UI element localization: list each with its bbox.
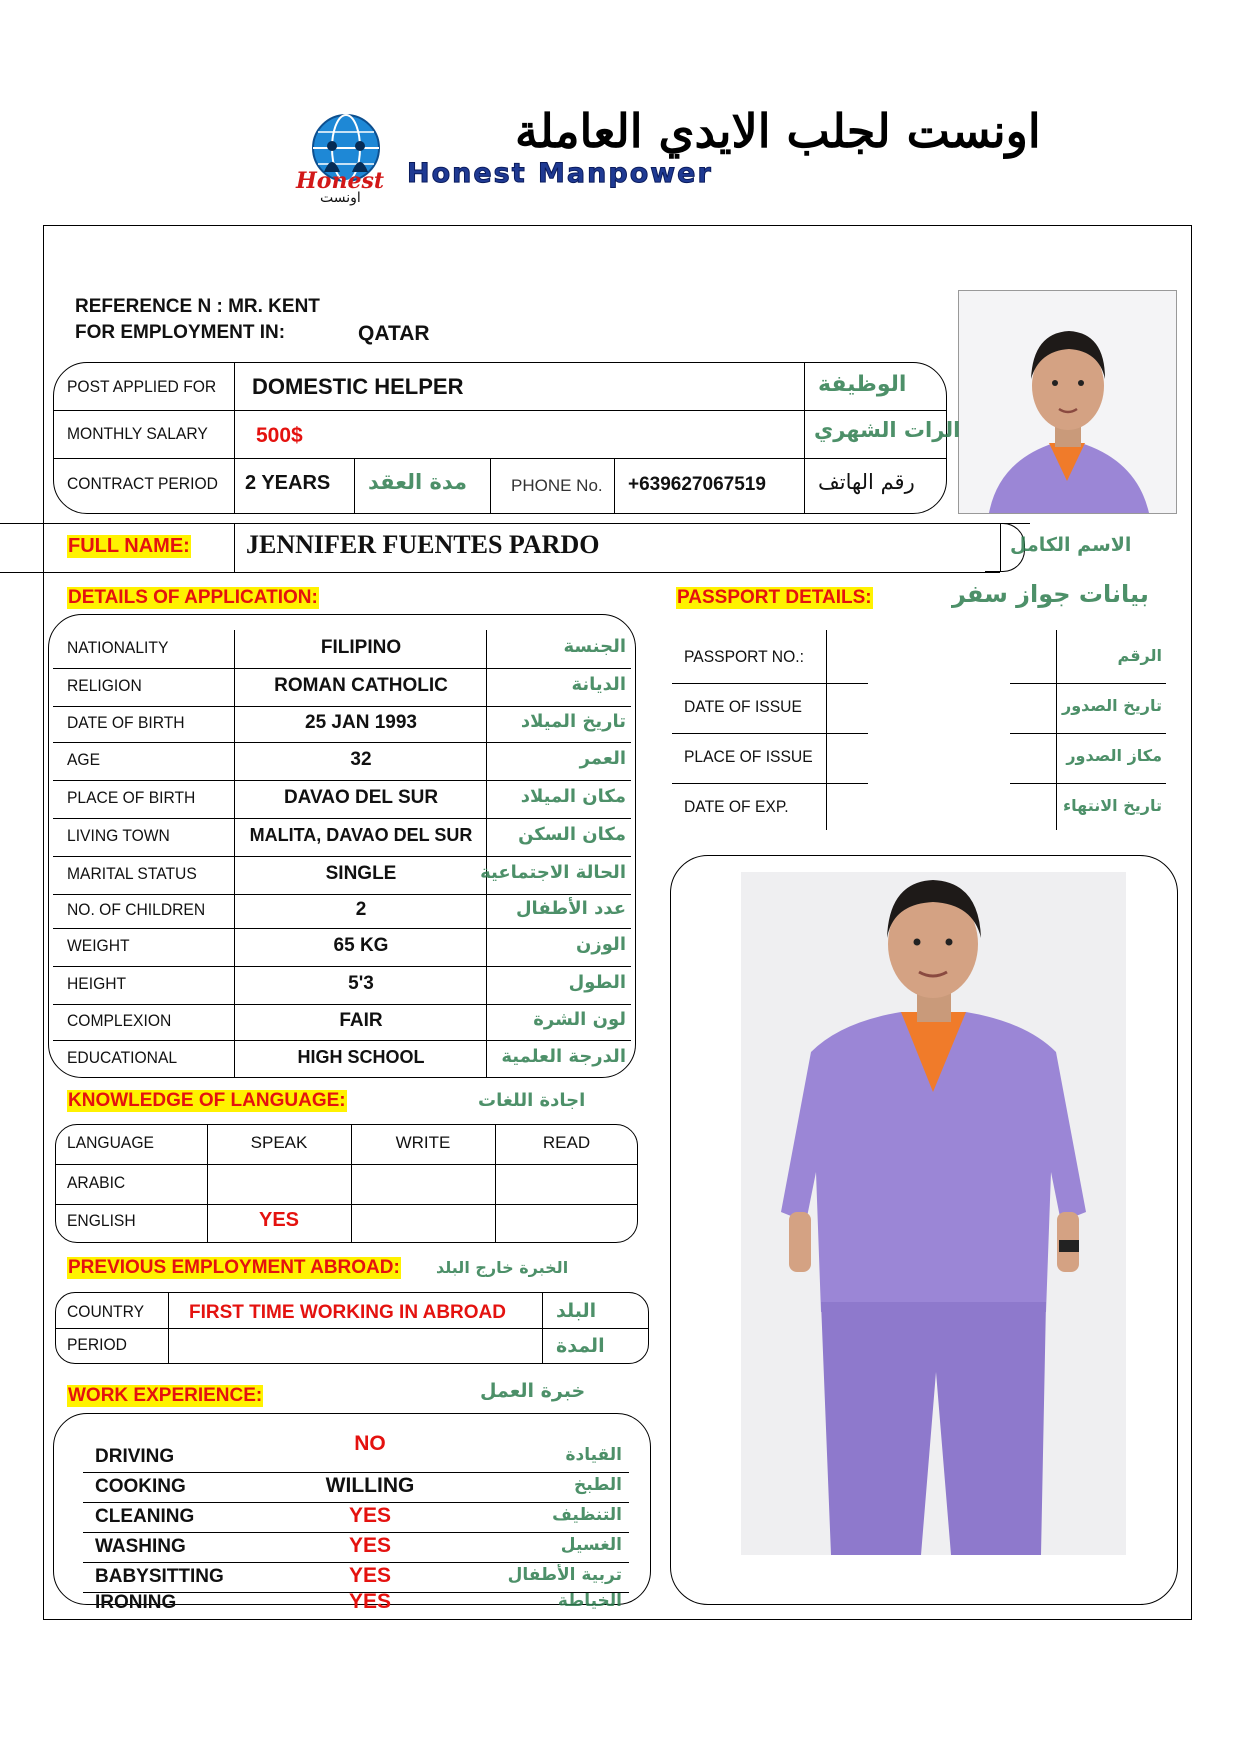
- passport-label: DATE OF ISSUE: [684, 697, 802, 716]
- passport-arabic: مكاز الصدور: [1066, 746, 1162, 765]
- detail-label: AGE: [67, 750, 101, 769]
- contract-value: 2 YEARS: [245, 472, 331, 494]
- language-column-header: WRITE: [395, 1133, 451, 1152]
- contract-arabic: مدة العقد: [368, 470, 468, 494]
- applicant-full-photo: [741, 872, 1126, 1555]
- full-name-arabic: الاسم الكامل: [1010, 534, 1132, 556]
- rule-line: [53, 1040, 631, 1041]
- work-heading: WORK EXPERIENCE:: [68, 1385, 263, 1406]
- rule-line: [1010, 683, 1166, 684]
- logo-text: Honest: [296, 168, 384, 194]
- work-heading-arabic: خبرة العمل: [480, 1380, 586, 1402]
- detail-value: HIGH SCHOOL: [297, 1047, 425, 1067]
- applicant-portrait-photo: [958, 290, 1177, 514]
- work-value: NO: [354, 1432, 386, 1455]
- rule-line: [53, 706, 631, 707]
- previous-heading-arabic: الخبرة خارج البلد: [436, 1258, 569, 1277]
- post-label: POST APPLIED FOR: [67, 377, 217, 396]
- language-heading-arabic: اجادة اللغات: [478, 1090, 586, 1111]
- work-value: YES: [348, 1590, 392, 1613]
- detail-value: 65 KG: [333, 935, 389, 956]
- full-name-label: FULL NAME:: [68, 535, 190, 557]
- work-label: WASHING: [95, 1536, 186, 1557]
- rule-line: [53, 818, 631, 819]
- rule-line: [1010, 783, 1166, 784]
- passport-arabic: تاريخ الصدور: [1062, 696, 1162, 715]
- detail-value: FAIR: [339, 1010, 383, 1031]
- phone-value: +639627067519: [628, 474, 766, 495]
- detail-label: NO. OF CHILDREN: [67, 900, 206, 919]
- detail-arabic: تاريخ الميلاد: [520, 711, 626, 732]
- work-arabic: التنظيف: [552, 1505, 622, 1525]
- rule-line: [53, 742, 631, 743]
- rule-line: [53, 1004, 631, 1005]
- work-value: YES: [348, 1504, 392, 1527]
- passport-label: DATE OF EXP.: [684, 797, 789, 816]
- detail-value: 2: [355, 899, 367, 920]
- detail-arabic: العمر: [579, 748, 626, 769]
- rule-line: [53, 894, 631, 895]
- work-label: CLEANING: [95, 1506, 195, 1527]
- rule-line: [53, 928, 631, 929]
- company-name-english: Honest Manpower: [407, 158, 713, 189]
- salary-arabic: الرات الشهري: [814, 418, 961, 442]
- employment-country: QATAR: [358, 322, 430, 345]
- detail-value: 25 JAN 1993: [305, 712, 417, 733]
- detail-label: LIVING TOWN: [67, 826, 170, 845]
- rule-line: [83, 1562, 629, 1563]
- detail-label: COMPLEXION: [67, 1011, 172, 1030]
- rule-line: [53, 668, 631, 669]
- previous-heading: PREVIOUS EMPLOYMENT ABROAD:: [68, 1257, 400, 1278]
- rule-line: [672, 783, 868, 784]
- work-arabic: تربية الأطفال: [507, 1565, 622, 1585]
- detail-label: HEIGHT: [67, 974, 127, 993]
- detail-arabic: الوزن: [576, 934, 626, 955]
- detail-value: SINGLE: [325, 863, 397, 884]
- employment-label: FOR EMPLOYMENT IN:: [75, 322, 286, 343]
- rule-line: [53, 780, 631, 781]
- detail-arabic: الدرجة العلمية: [501, 1046, 626, 1067]
- phone-label: PHONE No.: [511, 476, 603, 495]
- detail-label: DATE OF BIRTH: [67, 713, 185, 732]
- detail-arabic: مكان الميلاد: [520, 786, 626, 807]
- post-arabic: الوظيفة: [818, 372, 907, 397]
- detail-value: 5'3: [348, 973, 374, 994]
- rule-line: [672, 733, 868, 734]
- rule-line: [83, 1532, 629, 1533]
- detail-value: 32: [350, 749, 372, 770]
- work-arabic: الخياطة: [557, 1591, 622, 1611]
- work-label: BABYSITTING: [95, 1566, 224, 1587]
- passport-label: PLACE OF ISSUE: [684, 747, 813, 766]
- phone-arabic: رقم الهاتف: [818, 470, 915, 494]
- passport-arabic: الرقم: [1117, 645, 1162, 665]
- passport-arabic: تاريخ الانتهاء: [1062, 796, 1162, 815]
- passport-label: PASSPORT NO.:: [684, 646, 804, 666]
- detail-arabic: عدد الأطفال: [515, 898, 626, 919]
- detail-label: EDUCATIONAL: [67, 1048, 178, 1067]
- country-arabic: البلد: [556, 1300, 597, 1322]
- company-name-arabic: اونست لجلب الايدي العاملة: [515, 104, 1041, 158]
- work-value: YES: [348, 1534, 392, 1557]
- detail-value: MALITA, DAVAO DEL SUR: [249, 825, 473, 845]
- work-label: DRIVING: [95, 1446, 175, 1467]
- detail-label: MARITAL STATUS: [67, 864, 197, 883]
- language-heading: KNOWLEDGE OF LANGUAGE:: [68, 1090, 346, 1111]
- period-label: PERIOD: [67, 1335, 127, 1354]
- country-value: FIRST TIME WORKING IN ABROAD: [189, 1302, 506, 1323]
- details-heading: DETAILS OF APPLICATION:: [68, 587, 318, 608]
- detail-label: NATIONALITY: [67, 638, 169, 657]
- detail-arabic: الجنسة: [563, 636, 626, 657]
- detail-label: WEIGHT: [67, 936, 130, 955]
- detail-label: PLACE OF BIRTH: [67, 788, 196, 807]
- work-label: COOKING: [95, 1476, 186, 1497]
- post-value: DOMESTIC HELPER: [252, 374, 464, 399]
- work-label: IRONING: [95, 1592, 177, 1613]
- detail-value: DAVAO DEL SUR: [283, 787, 439, 808]
- country-label: COUNTRY: [67, 1302, 145, 1321]
- work-arabic: الغسيل: [560, 1535, 622, 1555]
- logo-arabic-text: اونست: [320, 190, 361, 206]
- language-column-header: READ: [542, 1133, 591, 1152]
- detail-arabic: مكان السكن: [518, 824, 626, 845]
- detail-value: ROMAN CATHOLIC: [274, 675, 448, 696]
- salary-label: MONTHLY SALARY: [67, 424, 208, 443]
- passport-heading: PASSPORT DETAILS:: [677, 587, 872, 608]
- language-column-header: LANGUAGE: [67, 1133, 154, 1152]
- detail-label: RELIGION: [67, 676, 142, 695]
- rule-line: [83, 1472, 629, 1473]
- rule-line: [1010, 733, 1166, 734]
- salary-value: 500$: [256, 424, 303, 447]
- detail-arabic: الطول: [568, 972, 626, 993]
- rule-line: [53, 966, 631, 967]
- work-arabic: الطبخ: [574, 1475, 622, 1495]
- detail-arabic: الديانة: [571, 674, 626, 695]
- period-arabic: المدة: [556, 1335, 605, 1357]
- passport-heading-arabic: بيانات جواز سفر: [952, 580, 1149, 608]
- work-arabic: القيادة: [565, 1445, 622, 1465]
- detail-value: FILIPINO: [320, 637, 402, 658]
- rule-line: [672, 683, 868, 684]
- detail-arabic: الحالة الاجتماعية: [480, 862, 626, 883]
- full-name-value: JENNIFER FUENTES PARDO: [246, 530, 600, 559]
- language-column-header: SPEAK: [250, 1133, 308, 1152]
- contract-label: CONTRACT PERIOD: [67, 474, 218, 493]
- reference-label: REFERENCE N : MR. KENT: [75, 296, 320, 317]
- detail-arabic: لون الشرة: [533, 1009, 626, 1030]
- work-value: YES: [348, 1564, 392, 1587]
- work-value: WILLING: [325, 1474, 415, 1497]
- language-name: ARABIC: [67, 1173, 126, 1192]
- rule-line: [53, 856, 631, 857]
- language-name: ENGLISH: [67, 1211, 136, 1230]
- language-speak-value: YES: [258, 1209, 300, 1231]
- rule-line: [83, 1502, 629, 1503]
